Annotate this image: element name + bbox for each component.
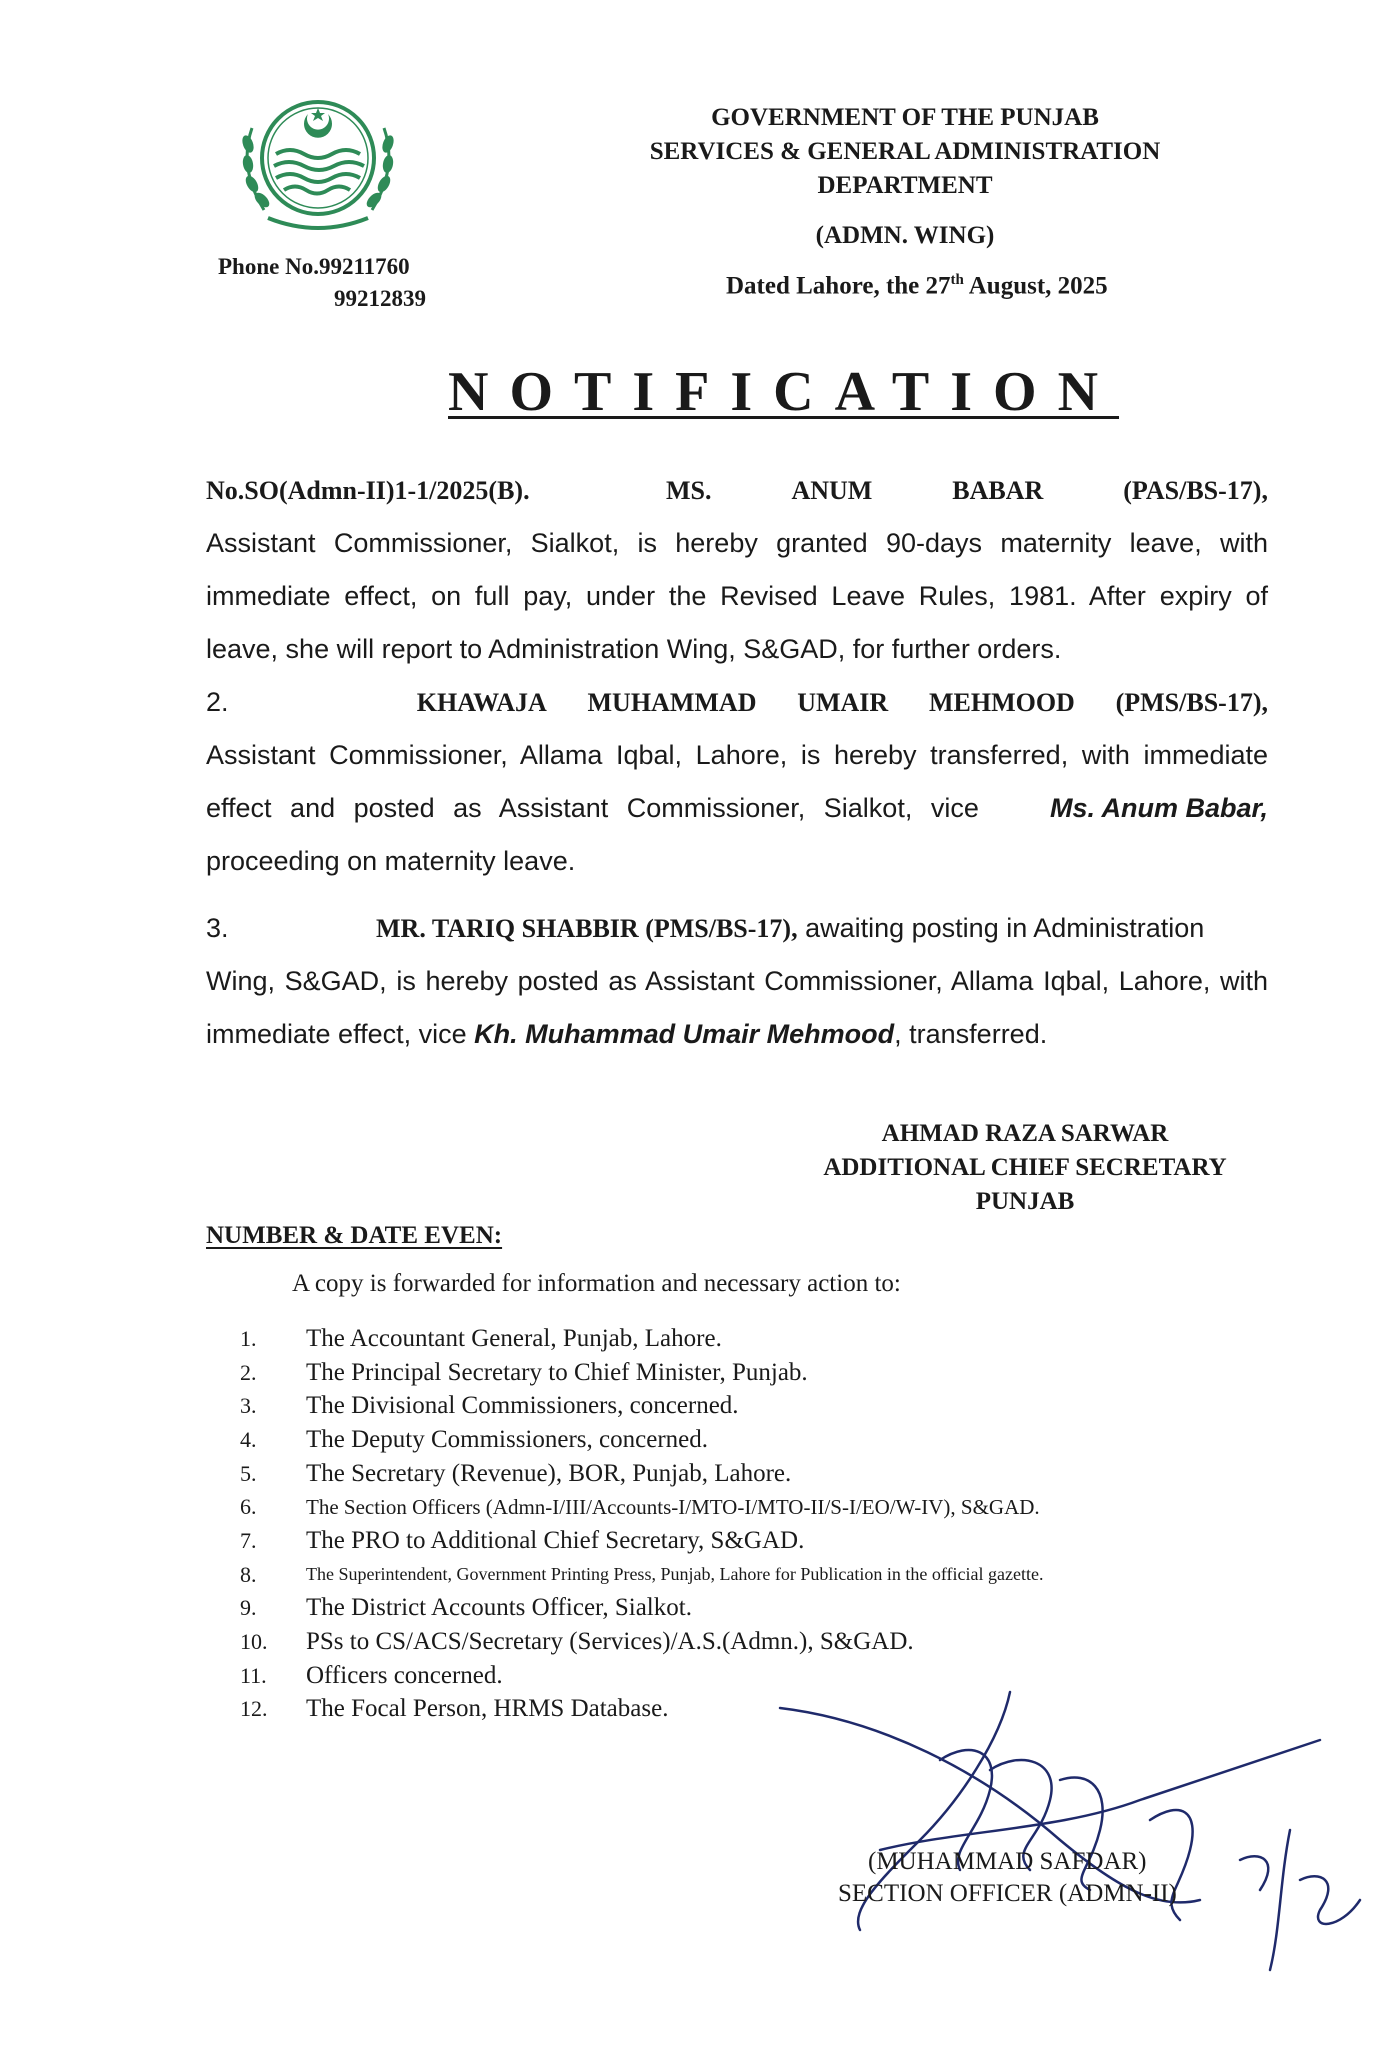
- punjab-emblem-logo: [228, 88, 408, 240]
- number-date-even-heading: NUMBER & DATE EVEN:: [206, 1222, 503, 1249]
- list-item: 10. PSs to CS/ACS/Secretary (Services)/A.S.(Admn.), S&GAD.: [240, 1628, 914, 1656]
- reference-number: No.SO(Admn-II)1-1/2025(B).: [206, 476, 530, 505]
- paragraph-3: 3. MR. TARIQ SHABBIR (PMS/BS-17), awaiting posting in Administration Wing, S&GAD, is hereby posted as Assistant Commissioner, Allama Iqbal, Lahore, with immediate effect, vice Kh. Muhammad Umair Mehmood, transferred.: [206, 902, 1268, 1061]
- signatory-title: ADDITIONAL CHIEF SECRETARY: [823, 1154, 1227, 1181]
- section-officer-title: SECTION OFFICER (ADMN-II): [838, 1880, 1177, 1907]
- distribution-list: [240, 1322, 1300, 1726]
- handwritten-signature: [760, 1680, 1370, 1980]
- phone-number-2: 99212839: [334, 286, 426, 311]
- list-item: 3. The Divisional Commissioners, concerned.: [240, 1392, 739, 1420]
- signatory-province: PUNJAB: [975, 1188, 1075, 1215]
- paragraph-number: 3.: [206, 913, 229, 943]
- list-item: 6. The Section Officers (Admn-I/III/Accounts-I/MTO-I/MTO-II/S-I/EO/W-IV), S&GAD.: [240, 1494, 1040, 1520]
- signatory-name: AHMAD RAZA SARWAR: [881, 1120, 1169, 1147]
- list-item: 2. The Principal Secretary to Chief Minister, Punjab.: [240, 1358, 808, 1386]
- paragraph-number: 2.: [206, 687, 229, 717]
- phone-number-1: Phone No.99211760: [218, 254, 410, 279]
- paragraph-2: 2. KHAWAJA MUHAMMAD UMAIR MEHMOOD (PMS/BS-17), Assistant Commissioner, Allama Iqbal, Lahore, is hereby transferred, with immediate effect and posted as Assistant Commissioner, Sialkot, vice Ms. Anum Babar, proceeding on maternity leave.: [206, 676, 1268, 888]
- list-item: 9. The District Accounts Officer, Sialkot.: [240, 1594, 692, 1622]
- department-name-line1: SERVICES & GENERAL ADMINISTRATION: [649, 138, 1161, 165]
- distribution-intro: A copy is forwarded for information and necessary action to:: [292, 1270, 901, 1297]
- list-item: 11. Officers concerned.: [240, 1661, 503, 1689]
- highlighted-name: Ms. Anum Babar,: [1049, 793, 1268, 823]
- paragraph-1: No.SO(Admn-II)1-1/2025(B). MS. ANUM BABAR (PAS/BS-17), Assistant Commissioner, Sialkot, is hereby granted 90-days maternity leave, with immediate effect, on full pay, under the Revised Leave Rules, 1981. After expiry of leave, she will report to Administration Wing, S&GAD, for further orders.: [206, 464, 1268, 676]
- section-officer-name: (MUHAMMAD SAFDAR): [868, 1848, 1147, 1875]
- list-item: 12. The Focal Person, HRMS Database.: [240, 1695, 669, 1723]
- date-line: Dated Lahore, the 27th August, 2025: [726, 272, 1108, 300]
- government-name: GOVERNMENT OF THE PUNJAB: [711, 104, 1099, 131]
- list-item: 7. The PRO to Additional Chief Secretary, S&GAD.: [240, 1526, 805, 1554]
- highlighted-name: Kh. Muhammad Umair Mehmood: [474, 1019, 895, 1049]
- list-item: 1. The Accountant General, Punjab, Lahore.: [240, 1324, 722, 1352]
- wing-name: (ADMN. WING): [815, 222, 995, 249]
- department-name-line2: DEPARTMENT: [817, 172, 993, 199]
- list-item: 8. The Superintendent, Government Printing Press, Punjab, Lahore for Publication in the official gazette.: [240, 1561, 1044, 1587]
- list-item: 5. The Secretary (Revenue), BOR, Punjab, Lahore.: [240, 1459, 792, 1487]
- list-item: 4. The Deputy Commissioners, concerned.: [240, 1425, 708, 1453]
- notification-title: NOTIFICATION: [448, 361, 1120, 423]
